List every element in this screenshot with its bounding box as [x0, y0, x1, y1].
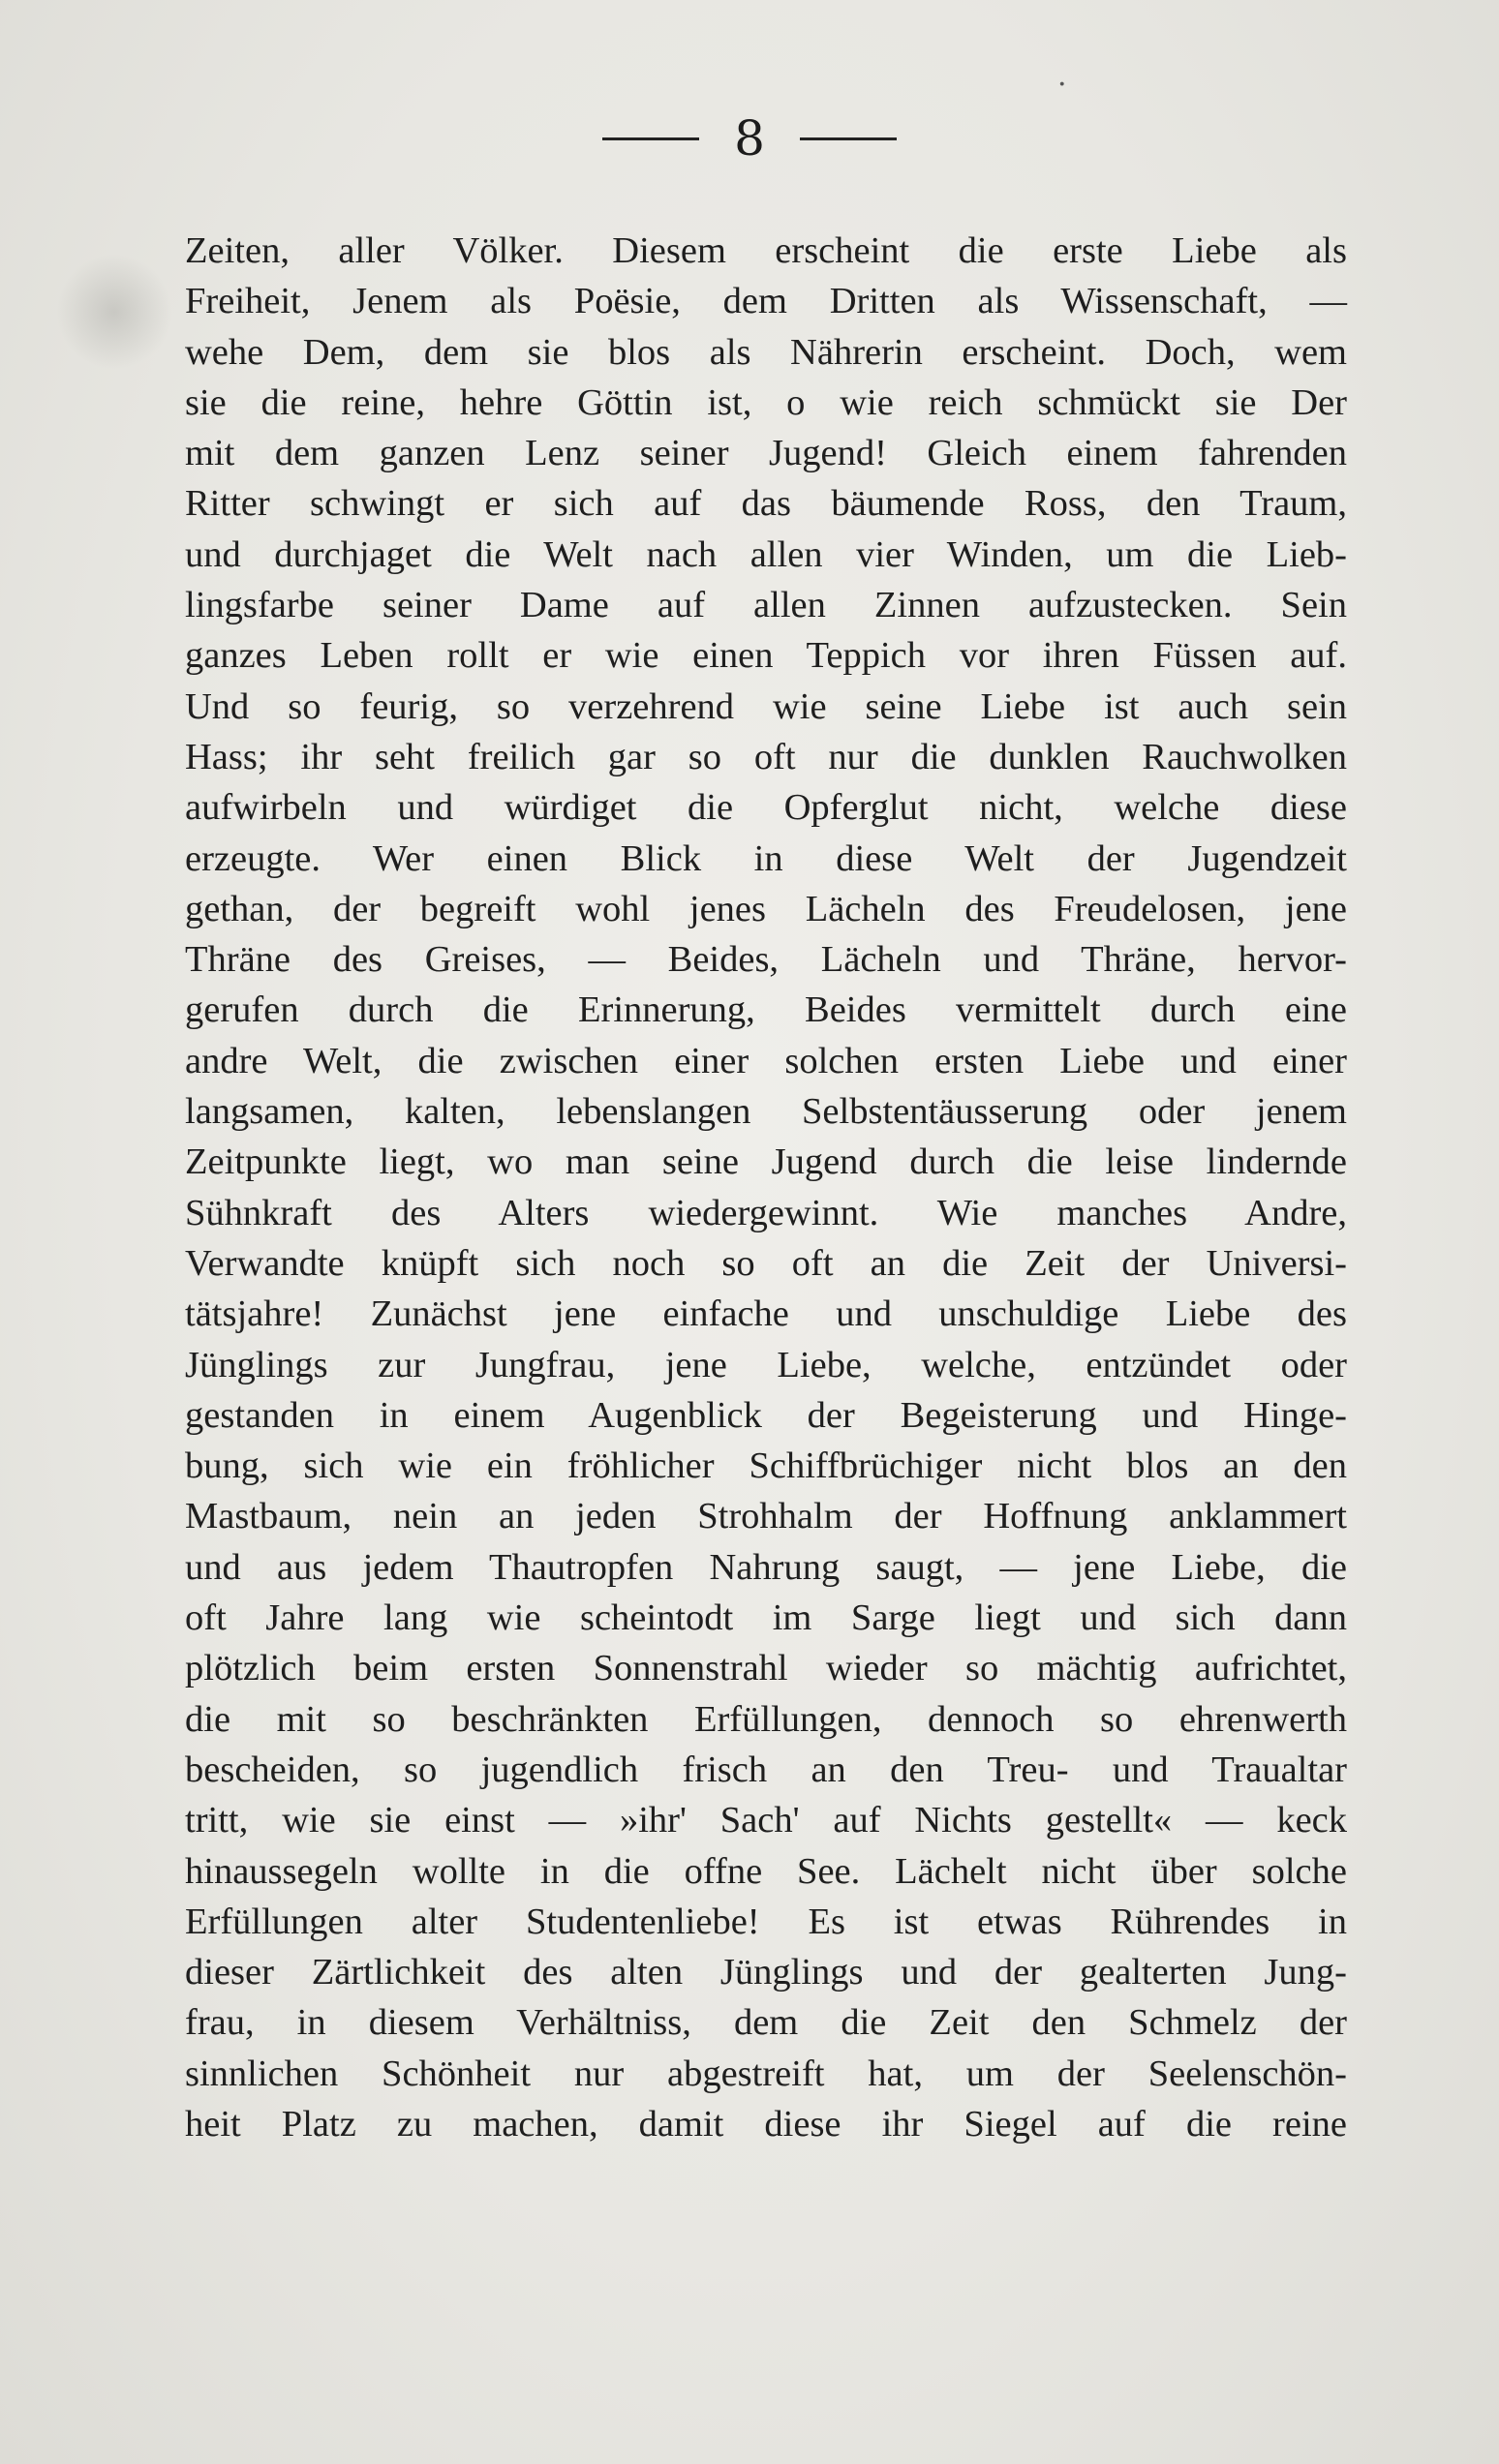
- text-line: sie die reine, hehre Göttin ist, o wie reich schmückt sie Der: [185, 381, 1347, 423]
- text-line: aufwirbeln und würdiget die Opferglut nicht, welche diese: [185, 787, 1347, 829]
- page-number: 8: [734, 110, 765, 167]
- text-line: gestanden in einem Augenblick der Begeisterung und Hinge-: [185, 1394, 1347, 1436]
- text-line: Zeitpunkte liegt, wo man seine Jugend durch die leise lindernde: [185, 1141, 1347, 1183]
- text-line: Jünglings zur Jungfrau, jene Liebe, welche, entzündet oder: [185, 1344, 1347, 1385]
- text-line: andre Welt, die zwischen einer solchen ersten Liebe und einer: [185, 1040, 1347, 1081]
- text-line: bung, sich wie ein fröhlicher Schiffbrüchiger nicht blos an den: [185, 1445, 1347, 1487]
- text-line: oft Jahre lang wie scheintodt im Sarge liegt und sich dann: [185, 1597, 1347, 1639]
- text-line: frau, in diesem Verhältniss, dem die Zeit den Schmelz der: [185, 2002, 1347, 2044]
- text-line: gerufen durch die Erinnerung, Beides vermittelt durch eine: [185, 989, 1347, 1031]
- text-line: bescheiden, so jugendlich frisch an den Treu- und Traualtar: [185, 1749, 1347, 1790]
- text-line: Hass; ihr seht freilich gar so oft nur die dunklen Rauchwolken: [185, 736, 1347, 777]
- page-header: [0, 110, 1499, 167]
- text-line: erzeugte. Wer einen Blick in diese Welt der Jugendzeit: [185, 837, 1347, 879]
- text-line: tätsjahre! Zunächst jene einfache und unschuldige Liebe des: [185, 1293, 1347, 1335]
- text-line: dieser Zärtlichkeit des alten Jünglings und der gealterten Jung-: [185, 1952, 1347, 1993]
- text-line: mit dem ganzen Lenz seiner Jugend! Gleich einem fahrenden: [185, 433, 1347, 474]
- text-line: Thräne des Greises, — Beides, Lächeln und Thräne, hervor-: [185, 939, 1347, 981]
- text-line: langsamen, kalten, lebenslangen Selbstentäusserung oder jenem: [185, 1091, 1347, 1133]
- text-line: gethan, der begreift wohl jenes Lächeln des Freudelosen, jene: [185, 888, 1347, 929]
- stray-ink-mark: ·: [1057, 68, 1067, 102]
- header-rule-right: [800, 137, 897, 140]
- page-smudge: [56, 254, 172, 370]
- text-line: Freiheit, Jenem als Poësie, dem Dritten als Wissenschaft, —: [185, 281, 1347, 322]
- text-line: ganzes Leben rollt er wie einen Teppich vor ihren Füssen auf.: [185, 635, 1347, 677]
- text-line: Mastbaum, nein an jeden Strohhalm der Hoffnung anklammert: [185, 1496, 1347, 1537]
- text-line: die mit so beschränkten Erfüllungen, dennoch so ehrenwerth: [185, 1698, 1347, 1740]
- text-line: plötzlich beim ersten Sonnenstrahl wieder so mächtig aufrichtet,: [185, 1648, 1347, 1689]
- text-line: und aus jedem Thautropfen Nahrung saugt, — jene Liebe, die: [185, 1546, 1347, 1588]
- text-line: heit Platz zu machen, damit diese ihr Siegel auf die reine: [185, 2103, 1347, 2145]
- body-text: [185, 226, 1347, 2149]
- text-line: Ritter schwingt er sich auf das bäumende Ross, den Traum,: [185, 483, 1347, 525]
- text-line: Und so feurig, so verzehrend wie seine Liebe ist auch sein: [185, 685, 1347, 727]
- header-rule-left: [602, 137, 699, 140]
- text-line: und durchjaget die Welt nach allen vier Winden, um die Lieb-: [185, 533, 1347, 575]
- text-line: Sühnkraft des Alters wiedergewinnt. Wie manches Andre,: [185, 1192, 1347, 1233]
- text-line: Zeiten, aller Völker. Diesem erscheint die erste Liebe als: [185, 230, 1347, 271]
- text-line: Verwandte knüpft sich noch so oft an die Zeit der Universi-: [185, 1242, 1347, 1284]
- text-line: sinnlichen Schönheit nur abgestreift hat, um der Seelenschön-: [185, 2053, 1347, 2094]
- text-line: wehe Dem, dem sie blos als Nährerin erscheint. Doch, wem: [185, 331, 1347, 373]
- text-line: lingsfarbe seiner Dame auf allen Zinnen aufzustecken. Sein: [185, 585, 1347, 626]
- text-line: tritt, wie sie einst — »ihr' Sach' auf Nichts gestellt« — keck: [185, 1800, 1347, 1841]
- text-line: Erfüllungen alter Studentenliebe! Es ist etwas Rührendes in: [185, 1901, 1347, 1942]
- text-line: hinaussegeln wollte in die offne See. Lächelt nicht über solche: [185, 1850, 1347, 1892]
